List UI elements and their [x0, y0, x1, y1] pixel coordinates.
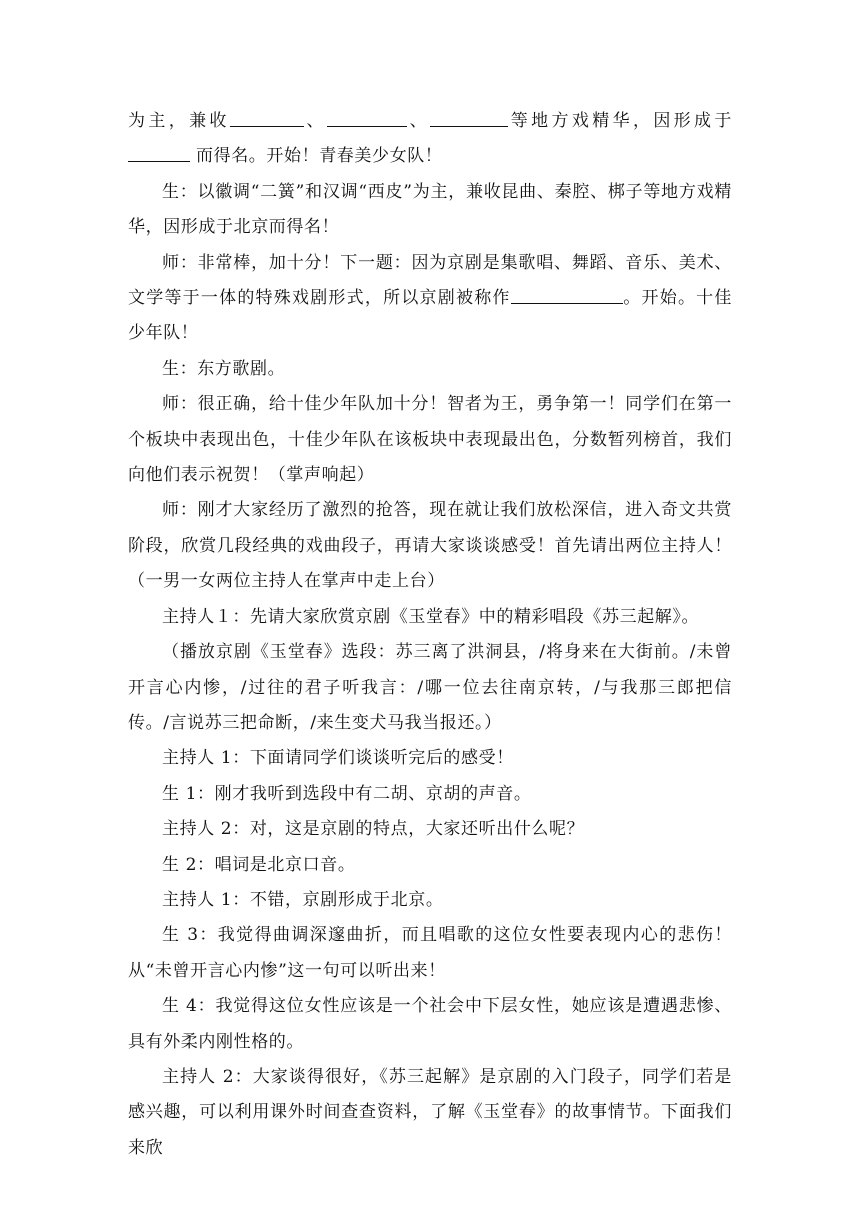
answer-blank	[128, 143, 190, 162]
paragraph-text: 等地方戏精华，因形成于	[508, 111, 732, 131]
answer-blank	[327, 108, 407, 127]
paragraph: 生：以徽调“二簧”和汉调“西皮”为主，兼收昆曲、秦腔、梆子等地方戏精华，因形成于北京而得名！	[128, 181, 732, 238]
paragraph: 师：刚才大家经历了激烈的抢答，现在就让我们放松深信，进入奇文共赏阶段，欣赏几段经典的戏曲段子，再请大家谈谈感受！首先请出两位主持人！（一男一女两位主持人在掌声中走上台）	[128, 500, 732, 592]
paragraph-text: 而得名。开始！青春美少女队！	[190, 146, 443, 167]
answer-blank	[430, 108, 508, 127]
document-body	[128, 104, 732, 1166]
separator: 、	[406, 111, 431, 131]
paragraph: 主持人１：先请大家欣赏京剧《玉堂春》中的精彩唱段《苏三起解》。	[162, 606, 700, 627]
paragraph: 生：东方歌剧。	[162, 358, 286, 379]
paragraph: 生 2：唱词是北京口音。	[162, 854, 356, 875]
paragraph-lyrics: （播放京剧《玉堂春》选段：苏三离了洪洞县，/将身来在大街前。/未曾开言心内惨，/过往的君子听我言：/哪一位去往南京转，/与我那三郎把信传。/言说苏三把命断，/来生变犬马我当报还。）	[128, 642, 732, 733]
paragraph-text: 师：非常棒，加十分！下一题：因为京剧是集歌唱、舞蹈、音乐、美术、文学等于一体的特殊戏剧形式，所以京剧被称作	[128, 252, 732, 309]
answer-blank	[511, 285, 623, 304]
paragraph: 主持人 2：大家谈得很好，《苏三起解》是京剧的入门段子，同学们若是感兴趣，可以利用课外时间查查资料，了解《玉堂春》的故事情节。下面我们来欣	[128, 1066, 732, 1158]
paragraph: 主持人 1：不错，京剧形成于北京。	[162, 889, 444, 910]
answer-blank	[230, 108, 304, 127]
paragraph: 主持人 1：下面请同学们谈谈听完后的感受！	[162, 748, 514, 769]
paragraph: 生 3：我觉得曲调深邃曲折，而且唱歌的这位女性要表现内心的悲伤！从“未曾开言心内惨”这一句可以听出来！	[128, 925, 732, 981]
paragraph: 生 4：我觉得这位女性应该是一个社会中下层女性，她应该是遭遇悲惨、具有外柔内刚性格的。	[128, 996, 732, 1052]
paragraph-fill-in-question	[128, 104, 732, 175]
paragraph: 生 1：刚才我听到选段中有二胡、京胡的声音。	[162, 783, 532, 804]
paragraph: 师：很正确，给十佳少年队加十分！智者为王，勇争第一！同学们在第一个板块中表现出色，十佳少年队在该板块中表现最出色，分数暂列榜首，我们向他们表示祝贺！（掌声响起）	[128, 394, 732, 486]
separator: 、	[303, 111, 327, 131]
paragraph-fill-in-question	[128, 246, 732, 352]
paragraph-text: 为主，兼收	[128, 111, 230, 131]
paragraph-text: 。开始。十佳少年队！	[128, 288, 732, 344]
paragraph: 主持人 2：对，这是京剧的特点，大家还听出什么呢？	[162, 819, 585, 840]
